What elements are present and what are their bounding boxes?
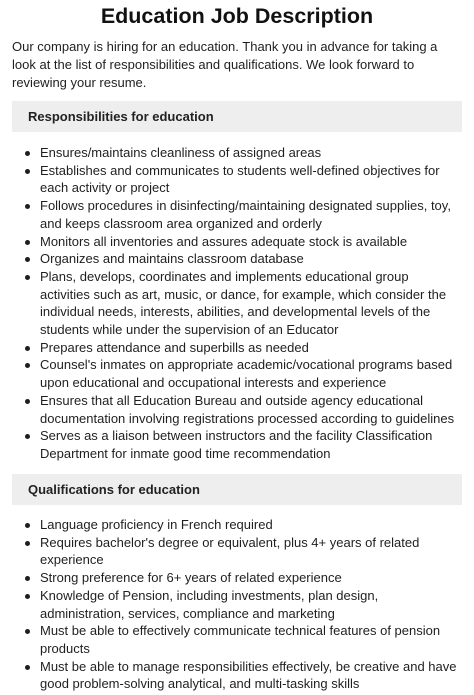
- qualifications-heading: Qualifications for education: [12, 474, 462, 505]
- list-item: Organizes and maintains classroom database: [40, 250, 458, 268]
- list-item: Language proficiency in French required: [40, 516, 458, 534]
- page-title: Education Job Description: [100, 4, 374, 28]
- intro-paragraph: Our company is hiring for an education. Thank you in advance for taking a look at the list of responsibilities and qualifications. We look forward to reviewing your resume.: [12, 39, 438, 90]
- list-item: Requires bachelor's degree or equivalent, plus 4+ years of related experience: [40, 534, 458, 569]
- list-item: Serves as a liaison between instructors and the facility Classification Department for inmate good time recommendation: [40, 427, 458, 462]
- list-item: Plans, develops, coordinates and implements educational group activities such as art, music, or dance, for example, which consider the individual needs, interests, abilities, and developmental levels of the students while under the supervision of an Educator: [40, 268, 458, 339]
- list-item: Prepares attendance and superbills as needed: [40, 339, 458, 357]
- list-item: Establishes and communicates to students well-defined objectives for each activity or project: [40, 162, 458, 197]
- list-item: Knowledge of Pension, including investments, plan design, administration, services, compliance and marketing: [40, 587, 458, 622]
- list-item: Strong preference for 6+ years of related experience: [40, 569, 458, 587]
- responsibilities-list: [12, 144, 458, 463]
- list-item: Must be able to manage responsibilities effectively, be creative and have good problem-solving analytical, and multi-tasking skills: [40, 658, 457, 692]
- list-item: Follows procedures in disinfecting/maintaining designated supplies, toy, and keeps classroom area organized and orderly: [40, 197, 458, 232]
- list-item: Monitors all inventories and assures adequate stock is available: [40, 233, 458, 251]
- responsibilities-heading: Responsibilities for education: [12, 101, 462, 132]
- list-item: Ensures that all Education Bureau and outside agency educational documentation involving registrations processed according to guidelines: [40, 392, 458, 427]
- list-item: Ensures/maintains cleanliness of assigned areas: [40, 144, 458, 162]
- list-item: Must be able to effectively communicate technical features of pension products: [40, 622, 458, 657]
- qualifications-list: [12, 516, 458, 693]
- list-item: Counsel's inmates on appropriate academic/vocational programs based upon educational and occupational interests and experience: [40, 356, 458, 391]
